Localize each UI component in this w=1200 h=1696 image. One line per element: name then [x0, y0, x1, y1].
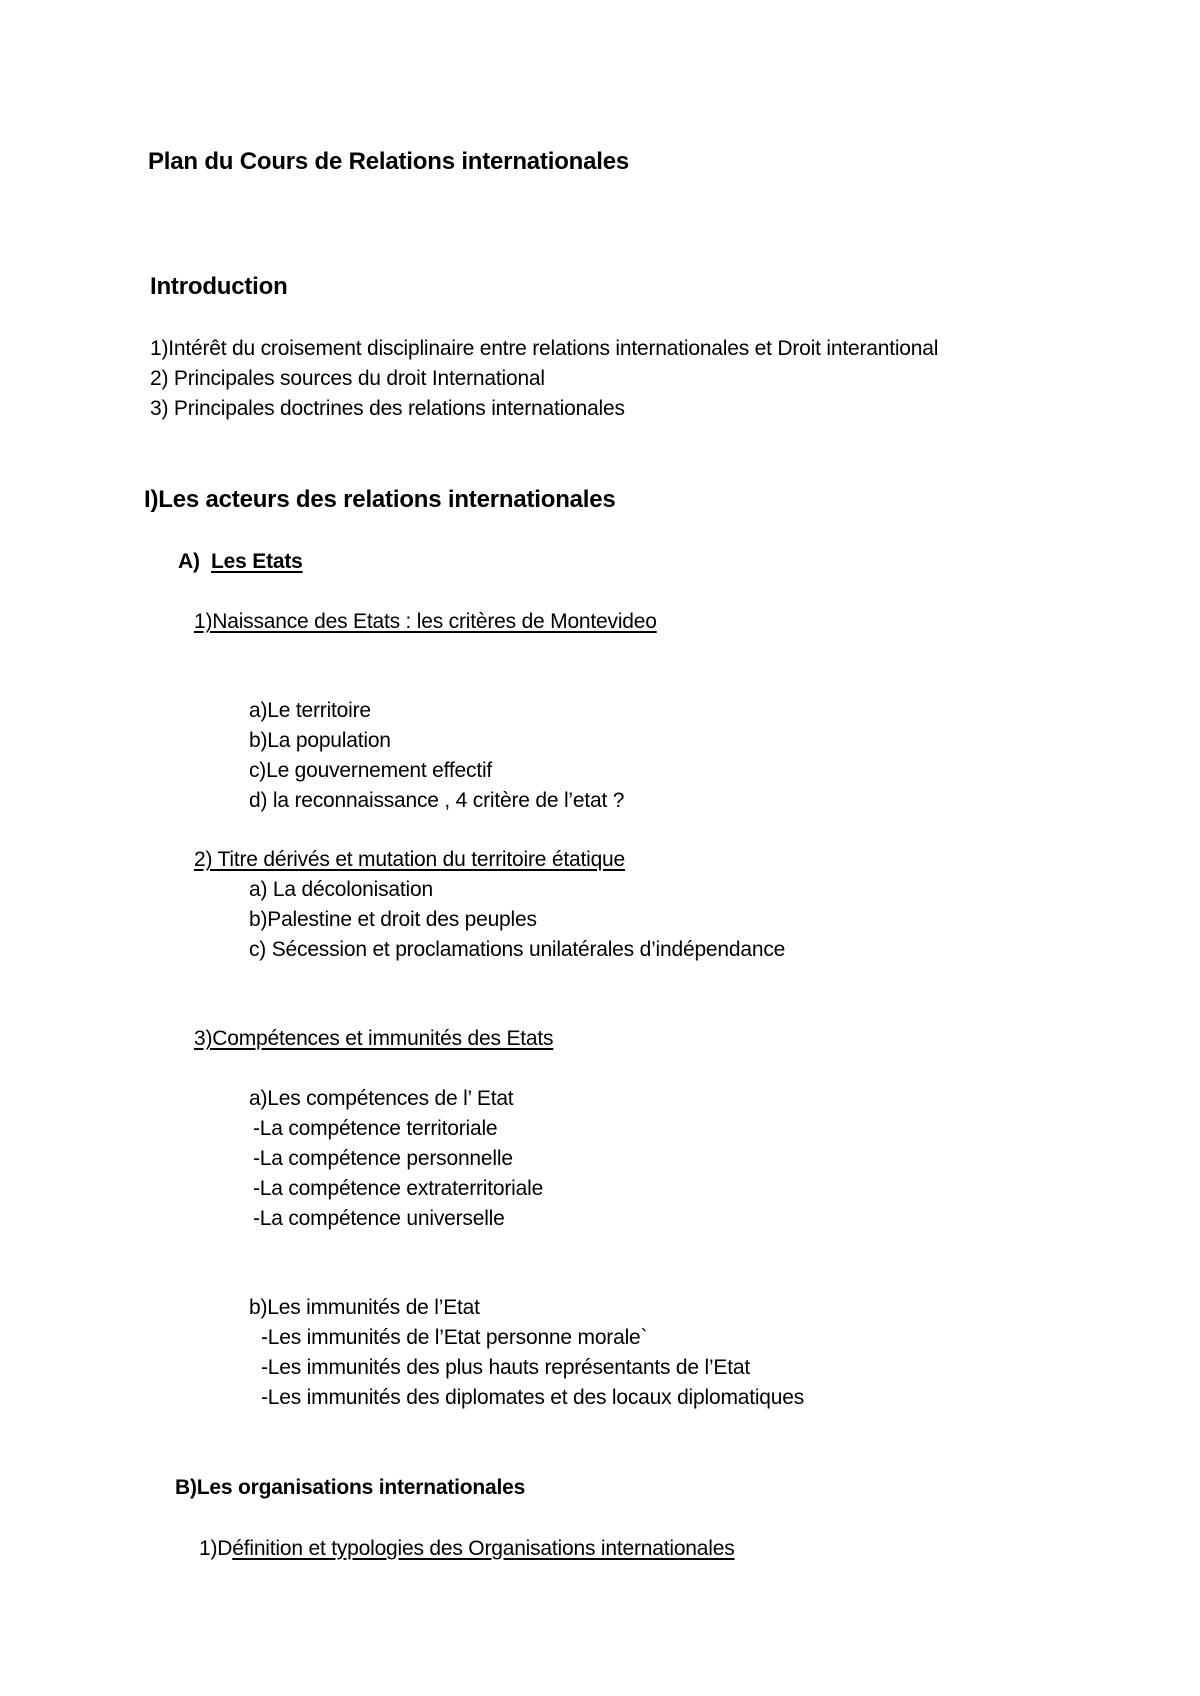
introduction-item-1: 1)Intérêt du croisement disciplinaire entre relations internationales et Droit interantional: [150, 337, 939, 360]
competence-item-1: -La compétence territoriale: [253, 1117, 498, 1140]
introduction-heading: Introduction: [150, 273, 288, 300]
immunite-item-1: -Les immunités de l’Etat personne morale`: [261, 1326, 648, 1349]
competence-item-2: -La compétence personnelle: [253, 1147, 513, 1170]
criteria-item-3: c)Le gouvernement effectif: [249, 759, 493, 782]
competence-item-4: -La compétence universelle: [253, 1207, 505, 1230]
subsection-b1-title: éfinition et typologies des Organisations internationales: [232, 1537, 735, 1560]
part1-heading: I)Les acteurs des relations internationales: [144, 486, 616, 513]
subsection-a1-heading: 1)Naissance des Etats : les critères de Montevideo: [194, 610, 657, 633]
section-b-heading: B)Les organisations internationales: [175, 1476, 526, 1499]
subsection-b1-heading: [199, 1536, 735, 1562]
criteria-item-2: b)La population: [249, 729, 391, 752]
territory-item-3: c) Sécession et proclamations unilatérales d’indépendance: [249, 938, 786, 961]
document-title: Plan du Cours de Relations internationales: [148, 148, 630, 175]
section-a-heading: [178, 549, 303, 575]
subsection-a3-heading: 3)Compétences et immunités des Etats: [194, 1027, 554, 1050]
competences-heading: a)Les compétences de l’ Etat: [249, 1087, 514, 1110]
territory-item-1: a) La décolonisation: [249, 878, 433, 901]
immunites-heading: b)Les immunités de l’Etat: [249, 1296, 480, 1319]
introduction-item-2: 2) Principales sources du droit International: [150, 367, 545, 390]
section-a-letter: A): [178, 550, 200, 573]
territory-item-2: b)Palestine et droit des peuples: [249, 908, 537, 931]
competence-item-3: -La compétence extraterritoriale: [253, 1177, 544, 1200]
introduction-item-3: 3) Principales doctrines des relations internationales: [150, 397, 625, 420]
section-a-title: Les Etats: [211, 550, 303, 573]
criteria-item-1: a)Le territoire: [249, 699, 371, 722]
immunite-item-3: -Les immunités des diplomates et des locaux diplomatiques: [261, 1386, 805, 1409]
criteria-item-4: d) la reconnaissance , 4 critère de l’etat ?: [249, 789, 625, 812]
subsection-b1-prefix: 1)D: [199, 1537, 233, 1560]
immunite-item-2: -Les immunités des plus hauts représentants de l’Etat: [261, 1356, 750, 1379]
subsection-a2-heading: 2) Titre dérivés et mutation du territoire étatique: [194, 848, 626, 871]
